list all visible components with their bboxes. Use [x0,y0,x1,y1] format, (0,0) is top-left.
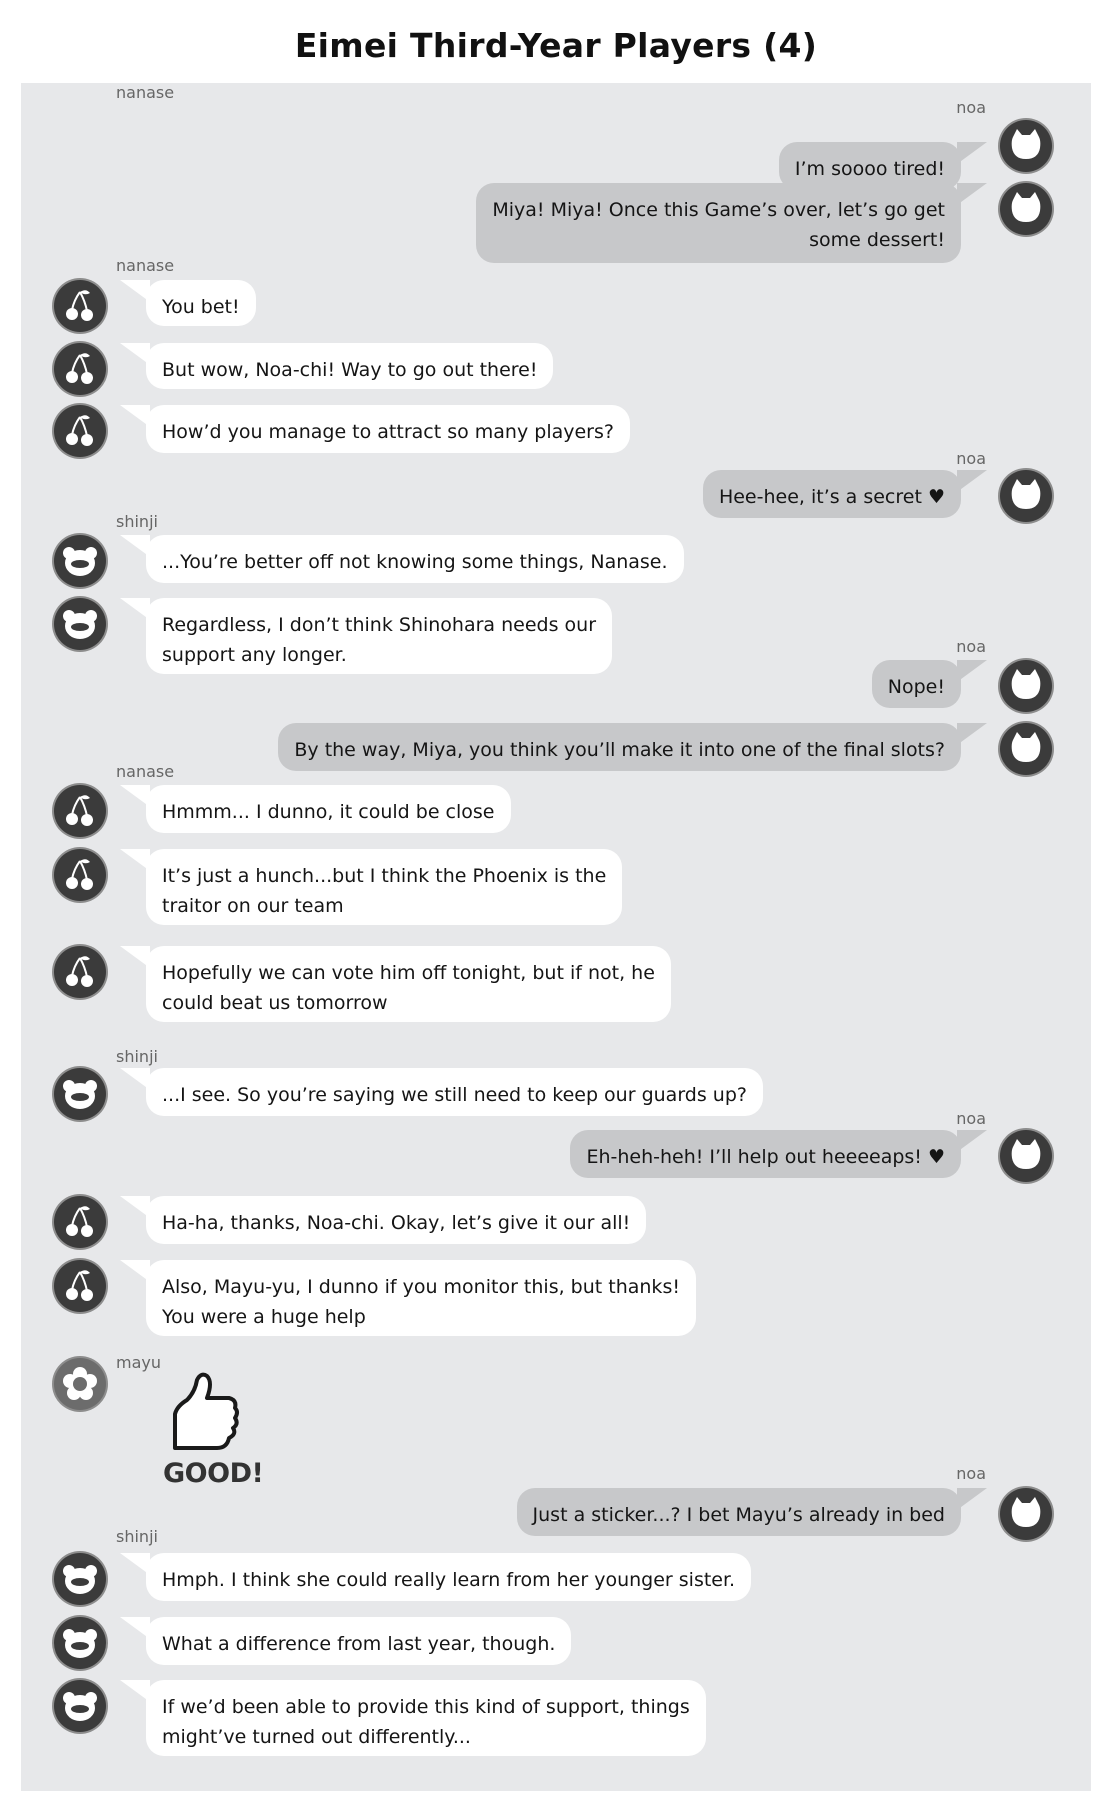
cherry-avatar-icon[interactable] [54,785,106,837]
message-text: ...You’re better off not knowing some things, Nanase. [162,551,668,573]
message-bubble[interactable] [146,1553,751,1601]
sender-name-noa: noa [956,449,986,468]
message-text: If we’d been able to provide this kind of support, things [162,1696,690,1718]
sender-name-shinji: shinji [116,1527,158,1546]
bear-avatar-icon[interactable] [54,598,106,650]
thumbs-up-sticker [155,1370,265,1489]
bear-avatar-icon[interactable] [54,1553,106,1605]
chat-area[interactable] [21,83,1091,1791]
cat-avatar-icon[interactable] [1000,120,1052,172]
message-text: could beat us tomorrow [162,992,388,1014]
thumbs-up-icon [155,1370,265,1460]
chat-title: Eimei Third-Year Players (4) [294,26,818,65]
message-text: Hmph. I think she could really learn from her younger sister. [162,1569,736,1591]
cherry-avatar-icon[interactable] [54,849,106,901]
message-text: Ha-ha, thanks, Noa-chi. Okay, let’s give it our all! [162,1212,631,1234]
message-text: You were a huge help [162,1306,366,1328]
message-text: ...I see. So you’re saying we still need to keep our guards up? [162,1084,747,1106]
cat-avatar-icon[interactable] [1000,1130,1052,1182]
message-bubble[interactable] [146,405,630,453]
sender-name-shinji: shinji [116,512,158,531]
bear-avatar-icon[interactable] [54,535,106,587]
sender-name-shinji: shinji [116,1047,158,1066]
sender-name-noa: noa [956,98,986,117]
message-bubble[interactable] [517,1488,961,1536]
cat-avatar-icon[interactable] [1000,470,1052,522]
flower-avatar-icon[interactable] [54,1358,106,1410]
message-text: traitor on our team [162,895,344,917]
bear-avatar-icon[interactable] [54,1068,106,1120]
message-text: Just a sticker...? I bet Mayu’s already in bed [532,1504,945,1526]
message-text: Hmmm... I dunno, it could be close [162,801,495,823]
bear-avatar-icon[interactable] [54,1680,106,1732]
cat-avatar-icon[interactable] [1000,183,1052,235]
message-text: some dessert! [809,229,945,251]
message-bubble[interactable] [146,1617,571,1665]
message-bubble[interactable] [146,280,256,326]
cherry-avatar-icon[interactable] [54,1260,106,1312]
message-text: What a difference from last year, though. [162,1633,556,1655]
sender-name-nanase: nanase [116,83,175,102]
message-text: support any longer. [162,644,347,666]
message-text: How’d you manage to attract so many players? [162,421,614,443]
message-text: Hee-hee, it’s a secret ♥ [718,486,945,508]
sender-name-nanase: nanase [116,256,175,275]
message-text: By the way, Miya, you think you’ll make it into one of the final slots? [294,739,945,761]
message-text: Eh-heh-heh! I’ll help out heeeeaps! ♥ [586,1146,945,1168]
cat-avatar-icon[interactable] [1000,1488,1052,1540]
message-bubble[interactable] [146,1196,646,1244]
message-bubble[interactable] [146,1260,696,1336]
message-text: Also, Mayu-yu, I dunno if you monitor this, but thanks! [162,1276,680,1298]
message-bubble[interactable] [278,723,961,771]
message-bubble[interactable] [146,785,511,833]
message-text: But wow, Noa-chi! Way to go out there! [162,359,538,381]
bear-avatar-icon[interactable] [54,1617,106,1669]
message-text: might’ve turned out differently... [162,1726,471,1748]
message-bubble[interactable] [146,849,622,925]
message-text: Hopefully we can vote him off tonight, but if not, he [162,962,655,984]
cherry-avatar-icon[interactable] [54,946,106,998]
cherry-avatar-icon[interactable] [54,405,106,457]
sender-name-nanase: nanase [116,762,175,781]
cat-avatar-icon[interactable] [1000,660,1052,712]
sender-name-noa: noa [956,1464,986,1483]
sender-name-noa: noa [956,1109,986,1128]
message-bubble[interactable] [146,1068,763,1116]
cherry-avatar-icon[interactable] [54,343,106,395]
sticker-text: GOOD! [163,1458,264,1489]
message-bubble[interactable] [146,343,553,389]
message-bubble[interactable] [872,660,961,708]
message-text: You bet! [162,296,240,318]
message-bubble[interactable] [146,535,684,583]
message-text: Regardless, I don’t think Shinohara needs our [162,614,597,636]
message-bubble[interactable] [570,1130,961,1178]
cherry-avatar-icon[interactable] [54,1196,106,1248]
message-text: Miya! Miya! Once this Game’s over, let’s go get [492,199,945,221]
message-bubble[interactable] [146,598,612,674]
cat-avatar-icon[interactable] [1000,723,1052,775]
cherry-avatar-icon[interactable] [54,280,106,332]
sender-name-mayu: mayu [116,1353,161,1372]
message-bubble[interactable] [146,1680,706,1756]
message-text: It’s just a hunch...but I think the Phoenix is the [162,865,607,887]
sender-name-noa: noa [956,637,986,656]
message-text: Nope! [887,676,945,698]
message-bubble[interactable] [703,470,961,518]
message-text: I’m soooo tired! [794,158,945,180]
message-bubble[interactable] [146,946,671,1022]
message-bubble[interactable] [476,183,961,263]
